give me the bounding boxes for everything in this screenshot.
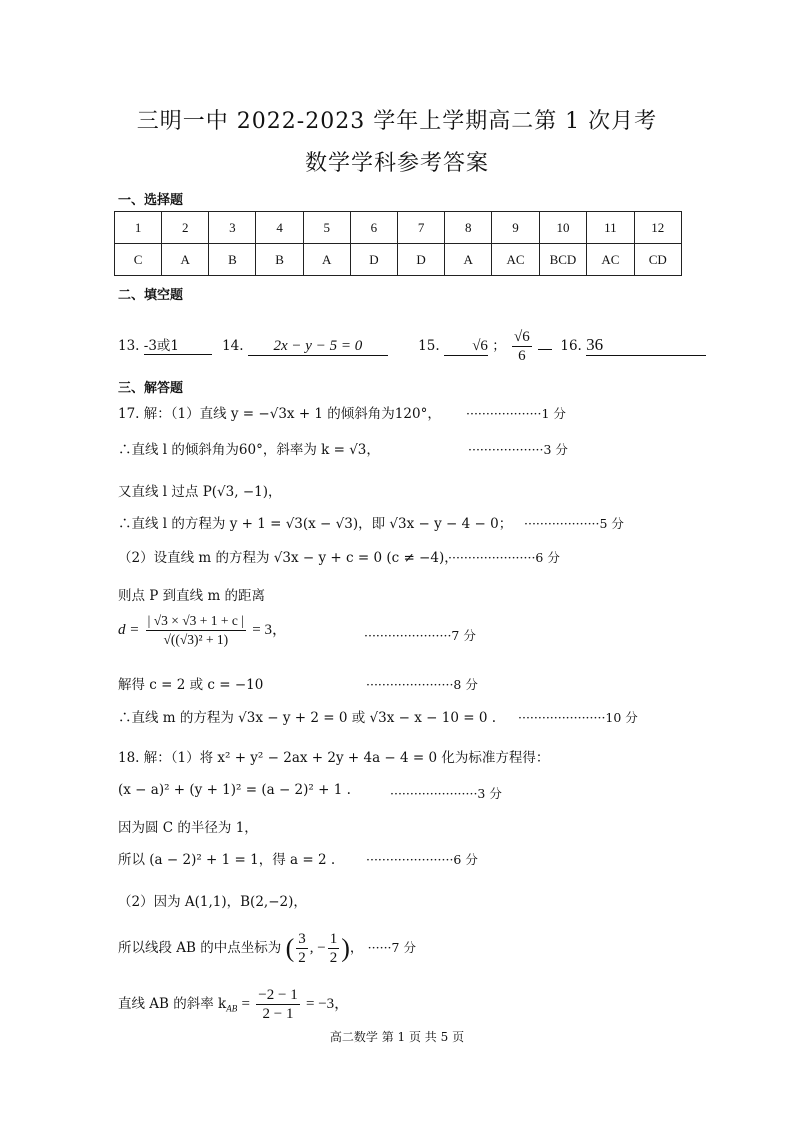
question-number-cell: 6 <box>350 212 397 244</box>
question-number-cell: 5 <box>303 212 350 244</box>
q16-answer: 36 <box>586 335 706 356</box>
question-number-cell: 10 <box>539 212 587 244</box>
answer-cell: AC <box>492 244 539 276</box>
question-number-cell: 4 <box>256 212 303 244</box>
q17-d-denominator: √((√3)² + 1) <box>163 632 229 647</box>
q13-label: 13. <box>118 338 140 354</box>
q18-midpoint-text: 所以线段 AB 的中点坐标为 <box>118 940 282 956</box>
q14-label: 14. <box>222 338 244 354</box>
q17-points-1: ···················1 分 <box>466 406 566 421</box>
q13-answer: -3或1 <box>144 334 212 355</box>
question-number-cell: 3 <box>209 212 256 244</box>
choice-answer-table <box>114 211 682 276</box>
q14-answer: 2x − y − 5 = 0 <box>248 338 388 356</box>
section-heading-fill: 二、填空题 <box>118 288 184 303</box>
q17-points-8: ······················8 分 <box>366 677 478 692</box>
page-footer: 高二数学 第 1 页 共 5 页 <box>329 1030 465 1044</box>
answer-cell: D <box>397 244 444 276</box>
answer-cell: C <box>115 244 162 276</box>
q18-points-6: ······7 分 <box>367 940 416 955</box>
question-number-cell: 2 <box>162 212 209 244</box>
table-row-question-numbers <box>115 212 682 244</box>
q18-slope-rhs: = −3， <box>306 996 350 1012</box>
q17-distance-formula <box>118 612 287 649</box>
question-number-cell: 8 <box>445 212 492 244</box>
left-paren: ( <box>285 933 295 963</box>
q17-points-5: ······················6 分 <box>448 550 560 565</box>
page-title: 三明一中 2022-2023 学年上学期高二第 1 次月考 <box>136 109 658 134</box>
q18-slope-line <box>118 986 349 1023</box>
question-number-cell: 9 <box>492 212 539 244</box>
comma-minus: , − <box>309 940 326 956</box>
section-heading-choice: 一、选择题 <box>118 193 184 208</box>
equals: = <box>241 996 250 1012</box>
q15-blank-tail <box>538 349 552 350</box>
q18-slope-den: 2 − 1 <box>262 1006 294 1022</box>
right-paren: ) <box>341 933 350 963</box>
q15-b-denominator: 6 <box>518 348 526 364</box>
q17-points-2: ···················3 分 <box>468 442 568 457</box>
answer-cell: A <box>445 244 492 276</box>
question-number-cell: 12 <box>634 212 681 244</box>
answer-cell: D <box>350 244 397 276</box>
q17-d-numerator: | √3 × √3 + 1 + c | <box>146 612 246 631</box>
q18-line-2: (x − a)² + (y + 1)² = (a − 2)² + 1 . <box>118 782 351 798</box>
q18-line-5: （2）因为 A(1,1)，B(2,−2)， <box>118 894 307 910</box>
q18-slope-subscript: AB <box>226 1003 238 1014</box>
q18-points-4: ······················6 分 <box>366 852 478 867</box>
answer-cell: B <box>209 244 256 276</box>
q17-line-3: 又直线 l 过点 P(√3, −1)， <box>118 484 282 500</box>
table-row-answers <box>115 244 682 276</box>
question-number-cell: 7 <box>397 212 444 244</box>
q18-slope-text: 直线 AB 的斜率 k <box>118 996 227 1012</box>
q18-midpoint-line <box>118 930 416 967</box>
fill-in-answers <box>118 328 706 365</box>
q18-fraction-x <box>296 930 308 967</box>
q17-points-4: ···················5 分 <box>524 516 624 531</box>
q17-line-9: ∴直线 m 的方程为 √3x − y + 2 = 0 或 √3x − x − 10 = 0 . <box>118 710 496 726</box>
q17-line-4: ∴直线 l 的方程为 y + 1 = √3(x − √3)，即 √3x − y − 4 − 0； <box>118 516 513 532</box>
q18-fy-num: 1 <box>329 931 338 947</box>
comma: ， <box>349 940 364 956</box>
q17-line-6: 则点 P 到直线 m 的距离 <box>118 588 266 604</box>
q15-answer-a: √6 <box>444 338 488 356</box>
q15-b-numerator: √6 <box>514 329 530 345</box>
q18-fx-num: 3 <box>298 931 306 947</box>
answer-cell: AC <box>587 244 634 276</box>
q17-line-1: 17. 解：（1）直线 y = −√3x + 1 的倾斜角为120°， <box>118 406 441 422</box>
answer-cell: A <box>303 244 350 276</box>
q18-slope-fraction <box>256 986 299 1023</box>
q18-points-2: ······················3 分 <box>390 786 502 801</box>
q17-d-lhs: d = <box>118 622 140 638</box>
q17-points-7: ······················7 分 <box>364 628 476 643</box>
q17-points-9: ······················10 分 <box>518 710 638 725</box>
q16-label: 16. <box>560 338 582 354</box>
section-heading-solutions: 三、解答题 <box>118 381 184 396</box>
answer-cell: A <box>162 244 209 276</box>
q18-slope-num: −2 − 1 <box>258 987 298 1003</box>
q18-fx-den: 2 <box>298 950 306 966</box>
q17-line-5: （2）设直线 m 的方程为 √3x − y + c = 0 (c ≠ −4)， <box>118 550 458 566</box>
question-number-cell: 1 <box>115 212 162 244</box>
q17-d-rhs: = 3， <box>252 622 287 638</box>
q15-label: 15. <box>418 338 440 354</box>
q18-line-1: 18. 解：（1）将 x² + y² − 2ax + 2y + 4a − 4 = 0 化为标准方程得： <box>118 750 550 766</box>
q17-line-2: ∴直线 l 的倾斜角为60°，斜率为 k = √3， <box>118 442 380 458</box>
answer-cell: BCD <box>539 244 587 276</box>
q15-separator: ； <box>492 338 506 354</box>
q18-fy-den: 2 <box>329 950 338 966</box>
page-subtitle: 数学学科参考答案 <box>304 151 489 176</box>
q18-line-4: 所以 (a − 2)² + 1 = 1，得 a = 2 . <box>118 852 336 868</box>
q18-fraction-y <box>328 930 340 967</box>
q15-answer-b-fraction <box>512 328 532 365</box>
answer-cell: B <box>256 244 303 276</box>
q17-distance-fraction <box>146 612 246 649</box>
question-number-cell: 11 <box>587 212 634 244</box>
answer-cell: CD <box>634 244 681 276</box>
q17-line-8: 解得 c = 2 或 c = −10 <box>118 677 264 693</box>
q18-line-3: 因为圆 C 的半径为 1， <box>118 820 258 836</box>
